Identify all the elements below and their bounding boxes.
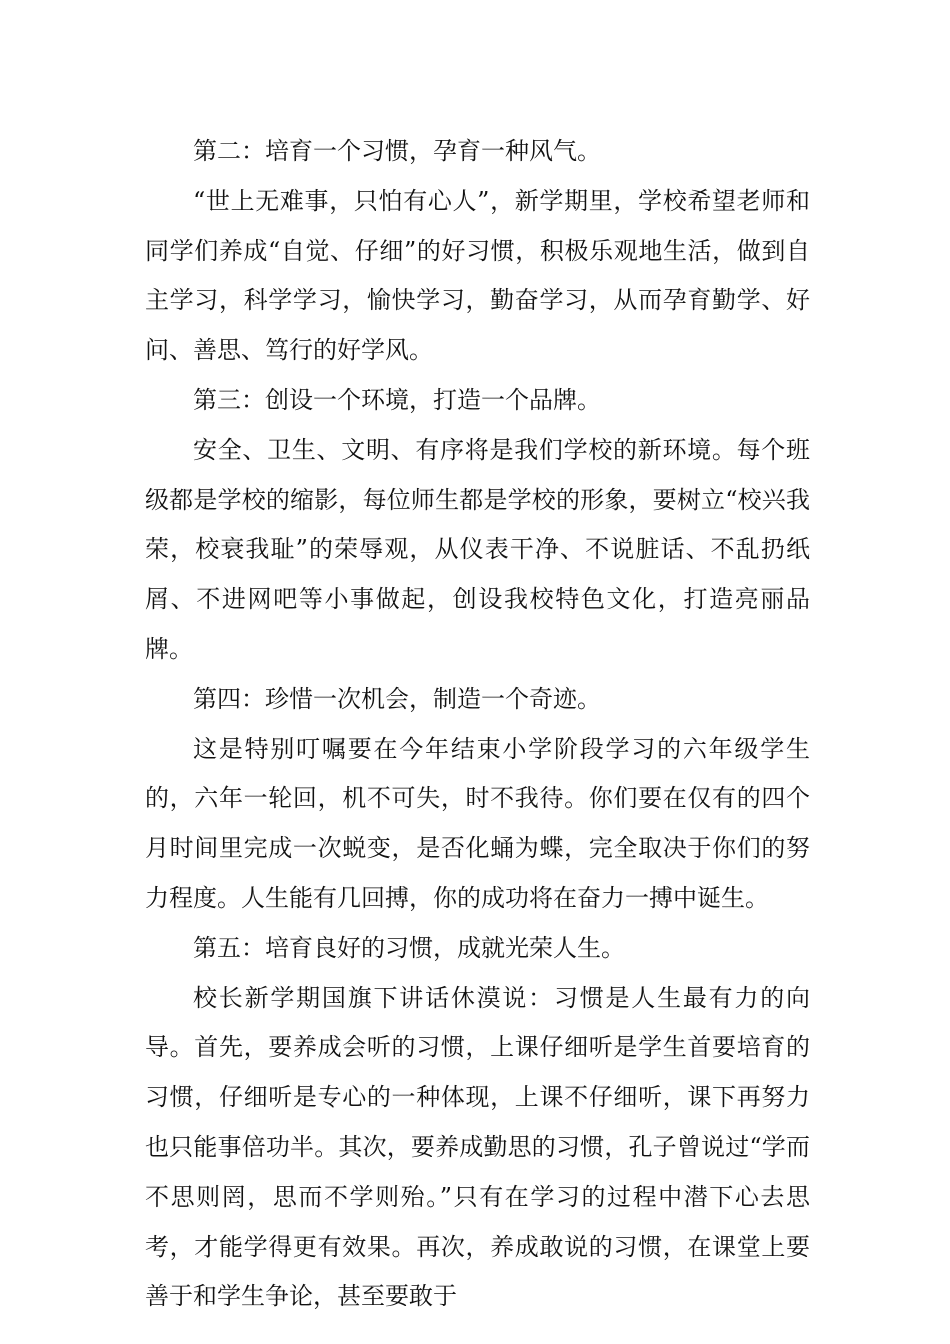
paragraph-good-habits: 校长新学期国旗下讲话休漠说：习惯是人生最有力的向导。首先，要养成会听的习惯，上课仔细听是学生首要培育的习惯，仔细听是专心的一种体现，上课不仔细听，课下再努力也只能事倍功半。其次，要养成勤思的习惯，孔子曾说过“学而不思则罔，思而不学则殆。”只有在学习的过程中潜下心去思考，才能学得更有效果。再次，养成敢说的习惯，在课堂上要善于和学生争论，甚至要敢于 [145, 983, 810, 1311]
heading-second: 第二：培育一个习惯，孕育一种风气。 [193, 137, 601, 165]
paragraph-habits: “世上无难事，只怕有心人”，新学期里，学校希望老师和同学们养成“自觉、仔细”的好习惯，积极乐观地生活，做到自主学习，科学学习，愉快学习，勤奋学习，从而孕育勤学、好问、善思、笃行的好学风。 [145, 186, 810, 365]
paragraph-environment: 安全、卫生、文明、有序将是我们学校的新环境。每个班级都是学校的缩影，每位师生都是学校的形象，要树立“校兴我荣，校衰我耻”的荣辱观，从仪表干净、不说脏话、不乱扔纸屑、不进网吧等小事做起，创设我校特色文化，打造亮丽品牌。 [145, 435, 810, 663]
paragraph-opportunity: 这是特别叮嘱要在今年结束小学阶段学习的六年级学生的，六年一轮回，机不可失，时不我待。你们要在仅有的四个月时间里完成一次蜕变，是否化蛹为蝶，完全取决于你们的努力程度。人生能有几回搏，你的成功将在奋力一搏中诞生。 [145, 734, 810, 912]
heading-third: 第三：创设一个环境，打造一个品牌。 [193, 385, 601, 414]
document-page [145, 127, 810, 1322]
heading-fourth: 第四：珍惜一次机会，制造一个奇迹。 [193, 684, 601, 713]
heading-fifth: 第五：培育良好的习惯，成就光荣人生。 [193, 933, 625, 962]
